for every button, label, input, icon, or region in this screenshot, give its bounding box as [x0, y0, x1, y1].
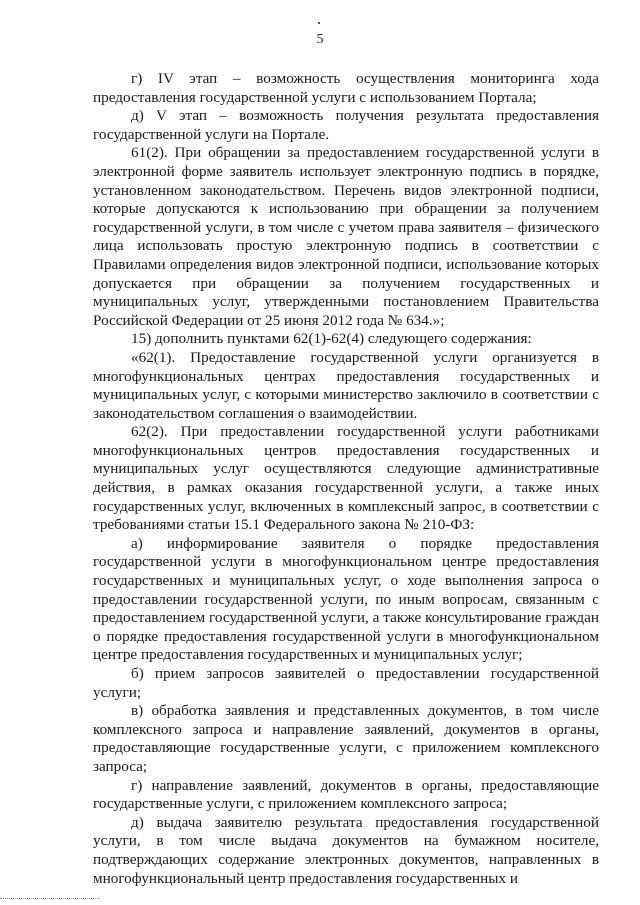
- paragraph-sub-g: г) направление заявлений, документов в органы, предоставляющие государственные услуги, с приложением комплексного запроса;: [93, 776, 599, 813]
- paragraph-sub-v: в) обработка заявления и представленных документов, в том числе комплексного запроса и направление заявлений, документов в органы, предоставляющие государственные услуги, с приложением комплексного запроса;: [93, 702, 599, 775]
- paragraph-stage-5: д) V этап – возможность получения результата предоставления государственной услуги на Портале.: [93, 107, 599, 143]
- footer-rule: [0, 898, 100, 899]
- paragraph-62-1: «62(1). Предоставление государственной услуги организуется в многофункциональных центрах предоставления государственных и муниципальных услуг, с которыми министерство заключило в соответствии с законодательством соглашения о взаимодействии.: [93, 348, 599, 422]
- paragraph-sub-a: а) информирование заявителя о порядке предоставления государственной услуги в многофункциональном центре предоставления государственных и муниципальных услуг, о ходе выполнения запроса о предоставлении государственной услуги, по иным вопросам, связанным с предоставлением государственной услуги, а также консультирование граждан о порядке предоставления государственной услуги в многофункциональном центре предоставления государственных и муниципальных услуг;: [93, 534, 599, 664]
- paragraph-sub-d: д) выдача заявителю результата предоставления государственной услуги, в том числе выдача документов на бумажном носителе, подтверждающих содержание электронных документов, направленных в многофункциональный центр предоставления государственных и: [93, 813, 599, 887]
- paragraph-sub-b: б) прием запросов заявителей о предоставлении государственной услуги;: [93, 665, 599, 701]
- paragraph-61-2: 61(2). При обращении за предоставлением государственной услуги в электронной форме заявитель использует электронную подпись в порядке, установленном законодательством. Перечень видов электронной подписи, которые допускаются к использованию при обращении за получением государственной услуги, в том числе с учетом права заявителя – физического лица использовать простую электронную подпись в соответствии с Правилами определения видов электронной подписи, использование которых допускается при обращении за получением государственных и муниципальных услуг, утвержденными постановлением Правительства Российской Федерации от 25 июня 2012 года № 634.»;: [93, 144, 599, 329]
- paragraph-stage-4: г) IV этап – возможность осуществления мониторинга хода предоставления государственной услуги с использованием Портала;: [93, 70, 599, 106]
- page-number: 5: [316, 32, 324, 47]
- document-body: [93, 70, 599, 888]
- paragraph-item-15: 15) дополнить пунктами 62(1)-62(4) следующего содержания:: [131, 330, 532, 348]
- scan-speck: [318, 22, 320, 24]
- paragraph-62-2: 62(2). При предоставлении государственной услуги работниками многофункциональных центров предоставления государственных и муниципальных услуг осуществляются следующие административные действия, в рамках оказания государственной услуги, а также иных государственных услуг, включенных в комплексный запрос, в соответствии с требованиями статьи 15.1 Федерального закона № 210-ФЗ:: [93, 423, 599, 534]
